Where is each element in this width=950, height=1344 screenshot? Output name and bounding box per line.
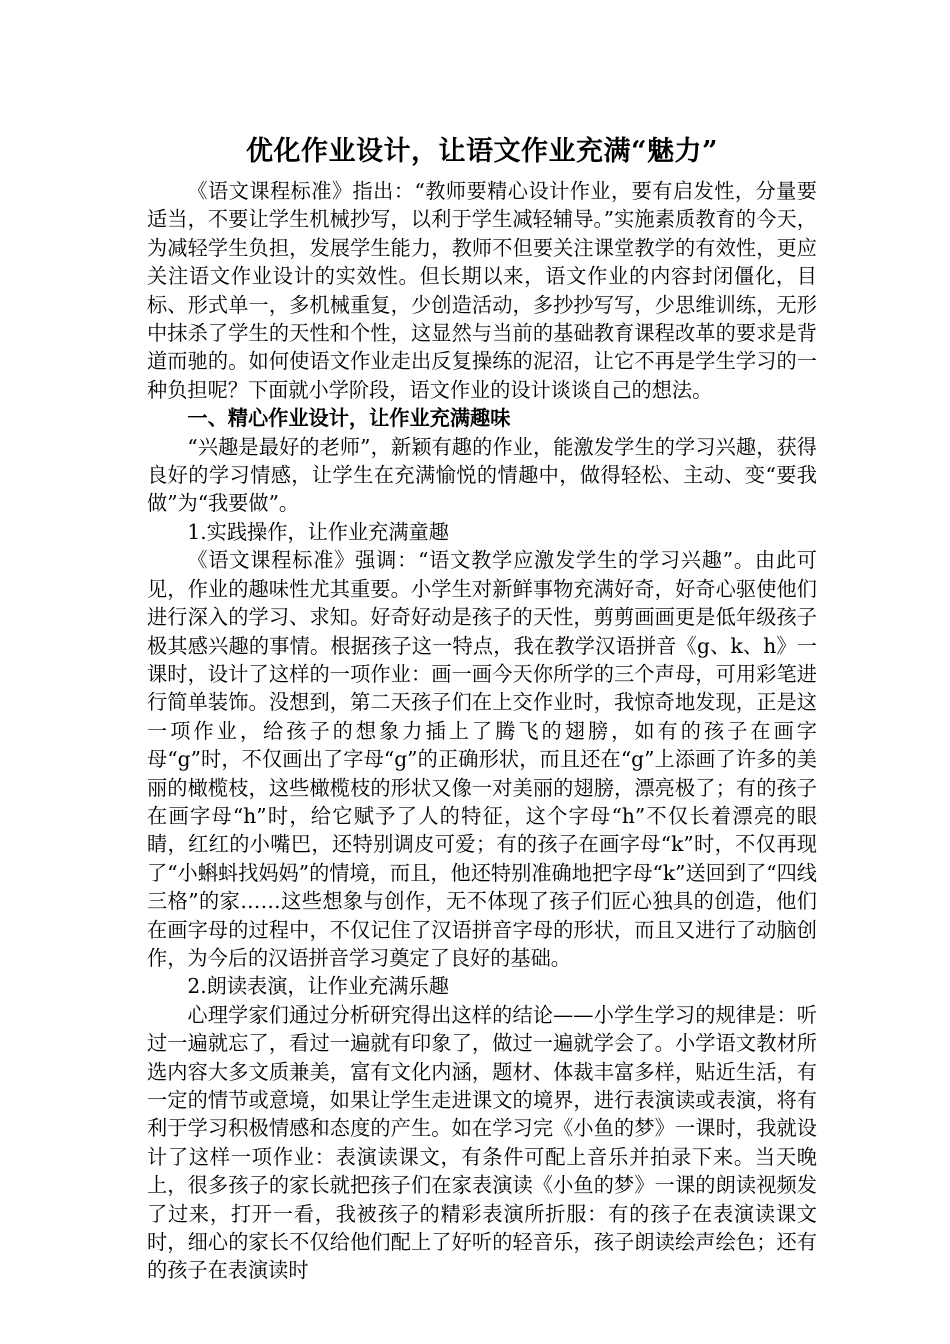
section-heading: 一、精心作业设计，让作业充满趣味 bbox=[187, 406, 511, 431]
section-intro-paragraph: “兴趣是最好的老师”，新颖有趣的作业，能激发学生的学习兴趣，获得良好的学习情感，让学生在充满愉悦的情趣中，做得轻松、主动、变“要我做”为“我要做”。 bbox=[147, 434, 817, 516]
document-body bbox=[147, 133, 817, 1285]
subsection-paragraph-2: 心理学家们通过分析研究得出这样的结论——小学生学习的规律是：听过一遍就忘了，看过一遍就有印象了，做过一遍就学会了。小学语文教材所选内容大多文质兼美，富有文化内涵，题材、体裁丰富多样，贴近生活，有一定的情节或意境，如果让学生走进课文的境界，进行表演读或表演，将有利于学习积极情感和态度的产生。如在学习完《小鱼的梦》一课时，我就设计了这样一项作业：表演读课文，有条件可配上音乐并拍录下来。当天晚上，很多孩子的家长就把孩子们在家表演读《小鱼的梦》一课的朗读视频发了过来，打开一看，我被孩子的精彩表演所折服：有的孩子在表演读课文时，细心的家长不仅给他们配上了好听的轻音乐，孩子朗读绘声绘色；还有的孩子在表演读时 bbox=[147, 1002, 817, 1283]
subsection-paragraph-1: 《语文课程标准》强调：“语文教学应激发学生的学习兴趣”。由此可见，作业的趣味性尤其重要。小学生对新鲜事物充满好奇，好奇心驱使他们进行深入的学习、求知。好奇好动是孩子的天性，剪剪画画更是低年级孩子极其感兴趣的事情。根据孩子这一特点，我在教学汉语拼音《g、k、h》一课时，设计了这样的一项作业：画一画今天你所学的三个声母，可用彩笔进行简单装饰。没想到，第二天孩子们在上交作业时，我惊奇地发现，正是这一项作业，给孩子的想象力插上了腾飞的翅膀，如有的孩子在画字母“g”时，不仅画出了字母“g”的正确形状，而且还在“g”上添画了许多的美丽的橄榄枝，这些橄榄枝的形状又像一对美丽的翅膀，漂亮极了；有的孩子在画字母“h”时，给它赋予了人的特征，这个字母“h”不仅长着漂亮的眼睛，红红的小嘴巴，还特别调皮可爱；有的孩子在画字母“k”时，不仅再现了“小蝌蚪找妈妈”的情境，而且，他还特别准确地把字母“k”送回到了“四线三格”的家……这些想象与创作，无不体现了孩子们匠心独具的创造，他们在画字母的过程中，不仅记住了汉语拼音字母的形状，而且又进行了动脑创作，为今后的汉语拼音学习奠定了良好的基础。 bbox=[147, 548, 817, 970]
document-title: 优化作业设计，让语文作业充满“魅力” bbox=[245, 136, 719, 167]
intro-paragraph: 《语文课程标准》指出：“教师要精心设计作业，要有启发性，分量要适当，不要让学生机械抄写，以利于学生减轻辅导。”实施素质教育的今天，为减轻学生负担，发展学生能力，教师不但要关注课堂教学的有效性，更应关注语文作业设计的实效性。但长期以来，语文作业的内容封闭僵化，目标、形式单一，多机械重复，少创造活动，多抄抄写写，少思维训练，无形中抹杀了学生的天性和个性，这显然与当前的基础教育课程改革的要求是背道而驰的。如何使语文作业走出反复操练的泥沼，让它不再是学生学习的一种负担呢？下面就小学阶段，语文作业的设计谈谈自己的想法。 bbox=[147, 179, 817, 402]
subsection-heading-1: 1.实践操作，让作业充满童趣 bbox=[187, 519, 449, 544]
subsection-heading-2: 2.朗读表演，让作业充满乐趣 bbox=[187, 974, 449, 999]
